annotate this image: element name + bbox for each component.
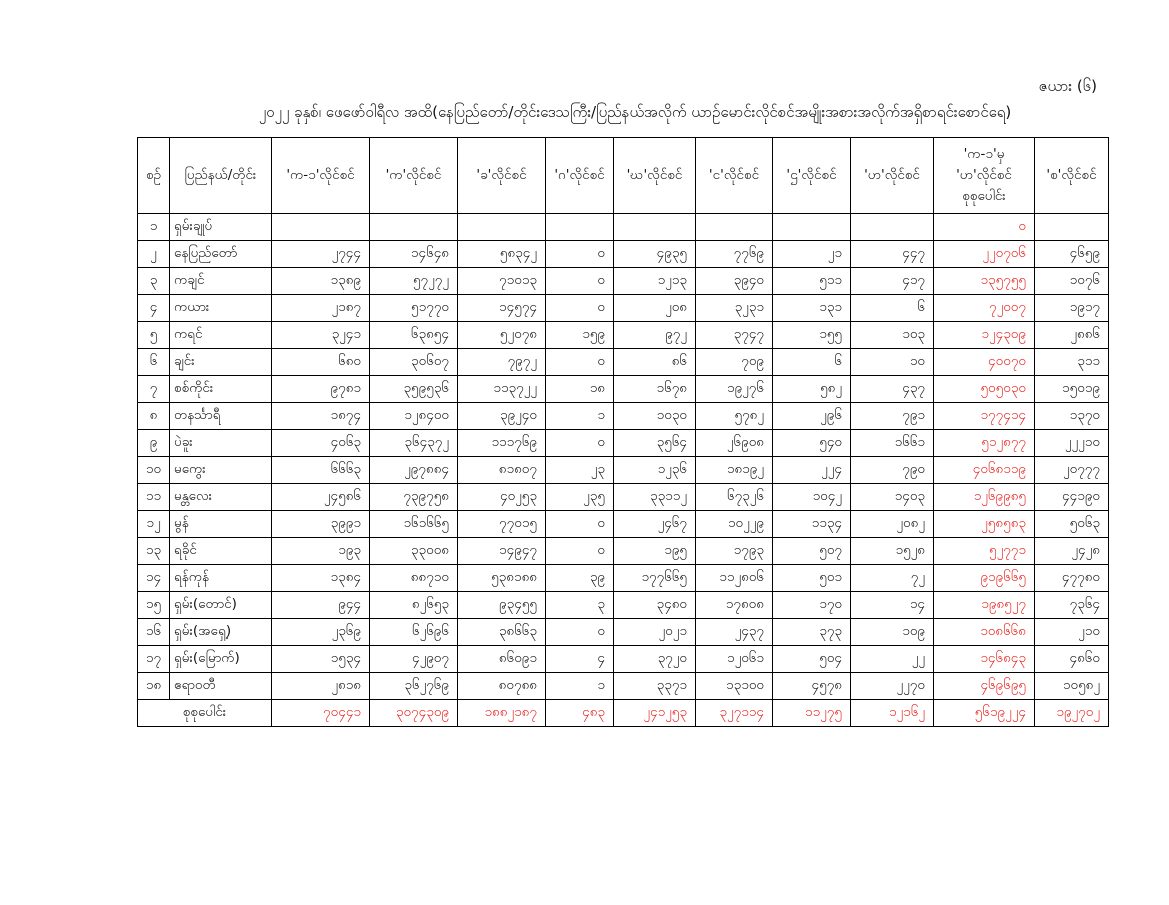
row-value-cell: ၂၄၃၇	[696, 619, 773, 646]
row-value-cell: ၄၇၇၈၀	[1035, 565, 1109, 592]
row-value-cell: ၁၈	[546, 376, 614, 403]
row-value-cell: ၂၄၆၇	[614, 511, 696, 538]
row-region-name: ရှမ်း(မြောက်)	[170, 646, 272, 673]
row-value-cell: ၁၀၄၂	[773, 484, 851, 511]
row-value-cell: ၄၉၃၅	[614, 241, 696, 268]
row-value-cell: ၈၆၀၉၁	[458, 646, 546, 673]
row-value-cell: ၀	[546, 430, 614, 457]
row-value-cell: ၁၂၀၆၁	[696, 646, 773, 673]
table-row	[138, 376, 1109, 403]
row-region-name: ချင်း	[170, 349, 272, 376]
row-value-cell: ၃၃၁၁၂	[614, 484, 696, 511]
row-value-cell	[1035, 214, 1109, 241]
total-row	[138, 700, 1109, 727]
row-serial: ၁၂	[138, 511, 170, 538]
table-row	[138, 592, 1109, 619]
row-value-cell: ၉၇၂	[614, 322, 696, 349]
row-region-name: ရခိုင်	[170, 538, 272, 565]
row-value-cell: ၉၃၄၅၅	[458, 592, 546, 619]
row-value-cell: ၂၂၇၀	[851, 673, 934, 700]
row-value-cell: ၄၁၇	[851, 268, 934, 295]
row-value-cell: ၁၇၇၆၆၅	[614, 565, 696, 592]
row-serial: ၁၇	[138, 646, 170, 673]
row-value-cell: ၁၂၈၄၀၀	[370, 403, 458, 430]
row-value-cell: ၀	[546, 619, 614, 646]
row-value-cell: ၁၂၃၆	[614, 457, 696, 484]
row-value-cell: ၅၂၀၇၈	[458, 322, 546, 349]
row-value-cell: ၅၁၇၇၀	[370, 295, 458, 322]
col-header-nga: 'င'လိုင်စင်	[696, 138, 773, 214]
row-value-cell: ၁	[546, 673, 614, 700]
row-subtotal-cell: ၇၂၀၀၇	[934, 295, 1035, 322]
row-value-cell: ၄၂၉၀၇	[370, 646, 458, 673]
row-value-cell: ၂၃	[546, 457, 614, 484]
col-header-ha: 'ဟ'လိုင်စင်	[851, 138, 934, 214]
row-subtotal-cell: ၁၄၆၈၄၃	[934, 646, 1035, 673]
row-value-cell	[272, 214, 370, 241]
row-value-cell: ၂၂၂၁၀	[1035, 430, 1109, 457]
row-subtotal-cell: ၁၀၈၆၆၈	[934, 619, 1035, 646]
row-value-cell: ၄	[546, 646, 614, 673]
row-value-cell: ၁၀၃၀	[614, 403, 696, 430]
row-value-cell: ၁၀၂၂၉	[696, 511, 773, 538]
row-value-cell: ၂၈၈၆	[1035, 322, 1109, 349]
row-value-cell: ၀	[546, 349, 614, 376]
row-value-cell: ၂၃၆၉	[272, 619, 370, 646]
row-value-cell: ၃၉၄၀	[696, 268, 773, 295]
row-value-cell: ၂၃၅	[546, 484, 614, 511]
row-region-name: ရှမ်းချုပ်	[170, 214, 272, 241]
row-value-cell: ၁၀၃	[851, 322, 934, 349]
row-value-cell: ၇၉၇၂	[458, 349, 546, 376]
row-value-cell: ၁၇၉၃	[696, 538, 773, 565]
row-value-cell	[370, 214, 458, 241]
row-value-cell: ၁၅၃၄	[272, 646, 370, 673]
row-value-cell: ၇၇၆၉	[696, 241, 773, 268]
row-value-cell: ၁၅၉	[546, 322, 614, 349]
row-subtotal-cell: ၄၀၆၈၁၁၉	[934, 457, 1035, 484]
row-subtotal-cell: ၁၂၆၉၉၈၅	[934, 484, 1035, 511]
row-serial: ၁၄	[138, 565, 170, 592]
row-value-cell: ၂၀၈	[614, 295, 696, 322]
row-value-cell	[546, 214, 614, 241]
total-label: စုစုပေါင်း	[138, 700, 272, 727]
row-value-cell	[458, 214, 546, 241]
total-cell: ၅၆၁၉၂၂၄	[934, 700, 1035, 727]
row-value-cell: ၅၄၀	[773, 430, 851, 457]
row-value-cell: ၁၄၆၄၈	[370, 241, 458, 268]
row-serial: ၂	[138, 241, 170, 268]
table-row	[138, 403, 1109, 430]
row-value-cell: ၄၄၁၉၀	[1035, 484, 1109, 511]
row-value-cell: ၃	[546, 592, 614, 619]
col-header-subtotal: 'က-၁'မှ 'ဟ'လိုင်စင် စုစုပေါင်း	[934, 138, 1035, 214]
row-value-cell: ၁၇၈၀၈	[696, 592, 773, 619]
row-value-cell: ၁၉၃	[272, 538, 370, 565]
row-value-cell: ၂၉၆	[773, 403, 851, 430]
row-serial: ၁၀	[138, 457, 170, 484]
row-value-cell	[851, 214, 934, 241]
row-value-cell: ၁၄၀၃	[851, 484, 934, 511]
row-value-cell: ၂၈၁၈	[272, 673, 370, 700]
row-value-cell: ၇၇၀၁၅	[458, 511, 546, 538]
row-value-cell: ၁၁၁၇၆၉	[458, 430, 546, 457]
row-value-cell: ၃၀၆၀၇	[370, 349, 458, 376]
row-value-cell: ၃၅၆၄	[614, 430, 696, 457]
row-region-name: ပဲခူး	[170, 430, 272, 457]
row-region-name: ရှမ်း(အရှေ့)	[170, 619, 272, 646]
row-serial: ၁	[138, 214, 170, 241]
row-value-cell: ၅၃၈၁၈၈	[458, 565, 546, 592]
col-header-serial: စဉ်	[138, 138, 170, 214]
row-serial: ၁၃	[138, 538, 170, 565]
row-value-cell: ၁၁၂၈၀၆	[696, 565, 773, 592]
row-value-cell: ၁၀	[851, 349, 934, 376]
row-value-cell: ၃၂၃၁	[696, 295, 773, 322]
row-subtotal-cell: ၁၇၇၄၁၄	[934, 403, 1035, 430]
row-value-cell: ၆	[851, 295, 934, 322]
col-header-ka: 'က'လိုင်စင်	[370, 138, 458, 214]
row-serial: ၅	[138, 322, 170, 349]
row-value-cell: ၂၇၄၄	[272, 241, 370, 268]
row-value-cell: ၃၃၇၁	[614, 673, 696, 700]
row-value-cell: ၃၅၉၅၃၆	[370, 376, 458, 403]
table-row	[138, 619, 1109, 646]
row-serial: ၇	[138, 376, 170, 403]
row-value-cell: ၂၉၇၈၈၄	[370, 457, 458, 484]
row-serial: ၁၈	[138, 673, 170, 700]
row-value-cell: ၄၀၂၅၃	[458, 484, 546, 511]
table-row	[138, 322, 1109, 349]
row-region-name: ကချင်	[170, 268, 272, 295]
row-subtotal-cell: ၁၃၅၇၅၅	[934, 268, 1035, 295]
row-serial: ၁၅	[138, 592, 170, 619]
col-header-sa: 'စ'လိုင်စင်	[1035, 138, 1109, 214]
total-cell: ၂၄၁၂၅၃	[614, 700, 696, 727]
row-value-cell: ၁၃၁	[773, 295, 851, 322]
row-value-cell: ၁၃၁၀၀	[696, 673, 773, 700]
row-value-cell: ၂၀၂၁	[614, 619, 696, 646]
table-row	[138, 538, 1109, 565]
col-header-ddha: 'ဌ'လိုင်စင်	[773, 138, 851, 214]
row-value-cell	[773, 214, 851, 241]
total-cell: ၁၁၂၇၅	[773, 700, 851, 727]
row-value-cell	[696, 214, 773, 241]
table-row	[138, 673, 1109, 700]
table-row	[138, 268, 1109, 295]
row-value-cell: ၁၂၁၃	[614, 268, 696, 295]
row-value-cell: ၄၆၅၉	[1035, 241, 1109, 268]
row-serial: ၃	[138, 268, 170, 295]
row-value-cell: ၅၈၃၄၂	[458, 241, 546, 268]
table-row	[138, 484, 1109, 511]
row-value-cell	[614, 214, 696, 241]
row-value-cell: ၀	[546, 511, 614, 538]
row-value-cell: ၈၁၈၀၇	[458, 457, 546, 484]
row-value-cell: ၁၆၁၆၆၅	[370, 511, 458, 538]
row-region-name: မွန်	[170, 511, 272, 538]
row-value-cell: ၂၁၈၇	[272, 295, 370, 322]
table-row	[138, 646, 1109, 673]
table-row	[138, 430, 1109, 457]
row-value-cell: ၄၀၆၃	[272, 430, 370, 457]
row-subtotal-cell: ၂၂၀၇၀၆	[934, 241, 1035, 268]
row-value-cell: ၅၁၁	[773, 268, 851, 295]
row-value-cell: ၁၃၈၄	[272, 565, 370, 592]
row-value-cell: ၇၀၉	[696, 349, 773, 376]
row-subtotal-cell: ၉၁၉၆၆၅	[934, 565, 1035, 592]
row-value-cell: ၁	[546, 403, 614, 430]
col-header-kha: 'ခ'လိုင်စင်	[458, 138, 546, 214]
total-cell: ၃၂၇၁၁၄	[696, 700, 773, 727]
row-value-cell: ၀	[546, 268, 614, 295]
row-value-cell: ၉၇၈၁	[272, 376, 370, 403]
row-value-cell: ၅၀၇	[773, 538, 851, 565]
row-value-cell: ၁၇၀	[773, 592, 851, 619]
table-row	[138, 295, 1109, 322]
row-value-cell: ၃၉	[546, 565, 614, 592]
row-value-cell: ၈၆	[614, 349, 696, 376]
row-region-name: ရန်ကုန်	[170, 565, 272, 592]
row-value-cell: ၄၄၇	[851, 241, 934, 268]
document-title: ၂၀၂၂ ခုနှစ်၊ ဖေဖော်ဝါရီလ အထိ(နေပြည်တော်/တိုင်းဒေသကြီး/ပြည်နယ်အလိုက် ယာဉ်မောင်းလိုင်စင်အမျိုးအစားအလိုက်အရှိစာရင်းစောင်ရေ)	[258, 103, 1012, 121]
row-value-cell: ၆၇၃၂၆	[696, 484, 773, 511]
row-value-cell: ၁၀၅၈၂	[1035, 673, 1109, 700]
row-serial: ၆	[138, 349, 170, 376]
row-value-cell: ၃၄၈၀	[614, 592, 696, 619]
row-value-cell: ၈၈၇၁၀	[370, 565, 458, 592]
col-header-ka1: 'က-၁'လိုင်စင်	[272, 138, 370, 214]
row-value-cell: ၁၄	[851, 592, 934, 619]
row-value-cell: ၈၀၇၈၈	[458, 673, 546, 700]
row-subtotal-cell: ၁၂၄၃၀၉	[934, 322, 1035, 349]
row-value-cell: ၃၉၉၁	[272, 511, 370, 538]
table-row	[138, 214, 1109, 241]
row-subtotal-cell: ၄၀၀၇၀	[934, 349, 1035, 376]
row-subtotal-cell: ၅၂၇၇၁	[934, 538, 1035, 565]
row-value-cell: ၃၇၂၀	[614, 646, 696, 673]
table-number-label: ဇယား (၆)	[1038, 77, 1097, 95]
row-region-name: မန္တလေး	[170, 484, 272, 511]
row-value-cell: ၁၅၀၁၉	[1035, 376, 1109, 403]
row-value-cell: ၇၉၁	[851, 403, 934, 430]
row-value-cell: ၃၉၂၄၀	[458, 403, 546, 430]
total-cell: ၄၈၃	[546, 700, 614, 727]
row-serial: ၉	[138, 430, 170, 457]
row-value-cell: ၃၃၀၀၈	[370, 538, 458, 565]
row-serial: ၈	[138, 403, 170, 430]
table-row	[138, 565, 1109, 592]
row-value-cell: ၃၆၄၃၇၂	[370, 430, 458, 457]
total-cell: ၇၀၄၄၁	[272, 700, 370, 727]
row-value-cell: ၂၄၅၈၆	[272, 484, 370, 511]
row-value-cell: ၃၇၄၇	[696, 322, 773, 349]
row-value-cell: ၇၁၀၁၃	[458, 268, 546, 295]
row-subtotal-cell: ၀	[934, 214, 1035, 241]
row-region-name: နေပြည်တော်	[170, 241, 272, 268]
row-value-cell: ၅၇၂၇၂	[370, 268, 458, 295]
row-value-cell: ၃၁၁	[1035, 349, 1109, 376]
row-value-cell: ၆၈၀	[272, 349, 370, 376]
row-value-cell: ၁၁၃၇၂၂	[458, 376, 546, 403]
row-value-cell: ၃၆၂၇၆၉	[370, 673, 458, 700]
license-statistics-table	[137, 137, 1109, 727]
row-region-name: စစ်ကိုင်း	[170, 376, 272, 403]
col-header-ga: 'ဂ'လိုင်စင်	[546, 138, 614, 214]
row-subtotal-cell: ၁၉၈၅၂၇	[934, 592, 1035, 619]
col-header-gha: 'ဃ'လိုင်စင်	[614, 138, 696, 214]
row-value-cell: ၁၅၅	[773, 322, 851, 349]
table-row	[138, 349, 1109, 376]
table-body	[138, 214, 1109, 700]
row-value-cell: ၁၀၇၆	[1035, 268, 1109, 295]
row-value-cell: ၀	[546, 538, 614, 565]
row-value-cell: ၆၃၈၅၄	[370, 322, 458, 349]
row-value-cell: ၃၇၃	[773, 619, 851, 646]
row-value-cell: ၁၁၃၄	[773, 511, 851, 538]
total-cell: ၁၉၂၇၀၂	[1035, 700, 1109, 727]
row-region-name: မကွေး	[170, 457, 272, 484]
row-value-cell: ၈၂၆၅၃	[370, 592, 458, 619]
table-row	[138, 511, 1109, 538]
row-value-cell: ၂၁၀	[1035, 619, 1109, 646]
row-value-cell: ၂၆၉၀၈	[696, 430, 773, 457]
row-region-name: ကရင်	[170, 322, 272, 349]
row-value-cell: ၁၆၆၁	[851, 430, 934, 457]
row-value-cell: ၅၇၈၂	[696, 403, 773, 430]
row-value-cell: ၄၈၆၀	[1035, 646, 1109, 673]
row-value-cell: ၀	[546, 241, 614, 268]
row-value-cell: ၁၈၁၉၂	[696, 457, 773, 484]
row-value-cell: ၂၂	[851, 646, 934, 673]
row-value-cell: ၁၉၁၇	[1035, 295, 1109, 322]
row-region-name: ကယား	[170, 295, 272, 322]
row-value-cell: ၅၈၂	[773, 376, 851, 403]
row-value-cell: ၇၃၉၇၅၈	[370, 484, 458, 511]
row-value-cell: ၁၃၈၉	[272, 268, 370, 295]
row-value-cell: ၄၅၇၈	[773, 673, 851, 700]
row-value-cell: ၃၈၆၆၃	[458, 619, 546, 646]
row-value-cell: ၅၀၆၃	[1035, 511, 1109, 538]
row-value-cell: ၁၉၂၇၆	[696, 376, 773, 403]
total-cell: ၁၂၁၆၂	[851, 700, 934, 727]
row-value-cell: ၂၂၄	[773, 457, 851, 484]
row-value-cell: ၅၀၁	[773, 565, 851, 592]
row-subtotal-cell: ၂၅၈၅၈၃	[934, 511, 1035, 538]
row-value-cell: ၆	[773, 349, 851, 376]
row-value-cell: ၁၃၇၀	[1035, 403, 1109, 430]
row-value-cell: ၉၄၄	[272, 592, 370, 619]
total-cell: ၁၈၈၂၁၈၇	[458, 700, 546, 727]
row-subtotal-cell: ၅၀၅၀၃၀	[934, 376, 1035, 403]
row-value-cell: ၁၉၅	[614, 538, 696, 565]
row-value-cell: ၂၄၂၈	[1035, 538, 1109, 565]
row-value-cell: ၅၀၄	[773, 646, 851, 673]
row-value-cell: ၁၈၇၄	[272, 403, 370, 430]
row-value-cell: ၂၀၈၂	[851, 511, 934, 538]
table-row	[138, 241, 1109, 268]
row-value-cell: ၆၆၆၃	[272, 457, 370, 484]
table-header-row	[138, 138, 1109, 214]
row-value-cell: ၁၅၂၈	[851, 538, 934, 565]
row-subtotal-cell: ၅၁၂၈၇၇	[934, 430, 1035, 457]
row-value-cell: ၃၂၄၁	[272, 322, 370, 349]
row-value-cell: ၂၁	[773, 241, 851, 268]
table-row	[138, 457, 1109, 484]
row-value-cell: ၇၉၀	[851, 457, 934, 484]
row-region-name: ဧရာဝတီ	[170, 673, 272, 700]
row-value-cell: ၁၀၉	[851, 619, 934, 646]
total-cell: ၃၀၇၄၃၀၉	[370, 700, 458, 727]
row-value-cell: ၀	[546, 295, 614, 322]
row-serial: ၁၁	[138, 484, 170, 511]
col-header-region: ပြည်နယ်/တိုင်း	[170, 138, 272, 214]
row-subtotal-cell: ၄၆၉၆၉၅	[934, 673, 1035, 700]
row-serial: ၁၆	[138, 619, 170, 646]
row-region-name: တနင်္သာရီ	[170, 403, 272, 430]
row-value-cell: ၁၆၇၈	[614, 376, 696, 403]
row-value-cell: ၁၄၉၄၇	[458, 538, 546, 565]
row-value-cell: ၄၃၇	[851, 376, 934, 403]
row-value-cell: ၆၂၆၉၆	[370, 619, 458, 646]
row-value-cell: ၇၃၆၄	[1035, 592, 1109, 619]
row-value-cell: ၁၄၅၇၄	[458, 295, 546, 322]
row-value-cell: ၂၀၇၇၇	[1035, 457, 1109, 484]
row-region-name: ရှမ်း(တောင်)	[170, 592, 272, 619]
row-value-cell: ၇၂	[851, 565, 934, 592]
row-serial: ၄	[138, 295, 170, 322]
